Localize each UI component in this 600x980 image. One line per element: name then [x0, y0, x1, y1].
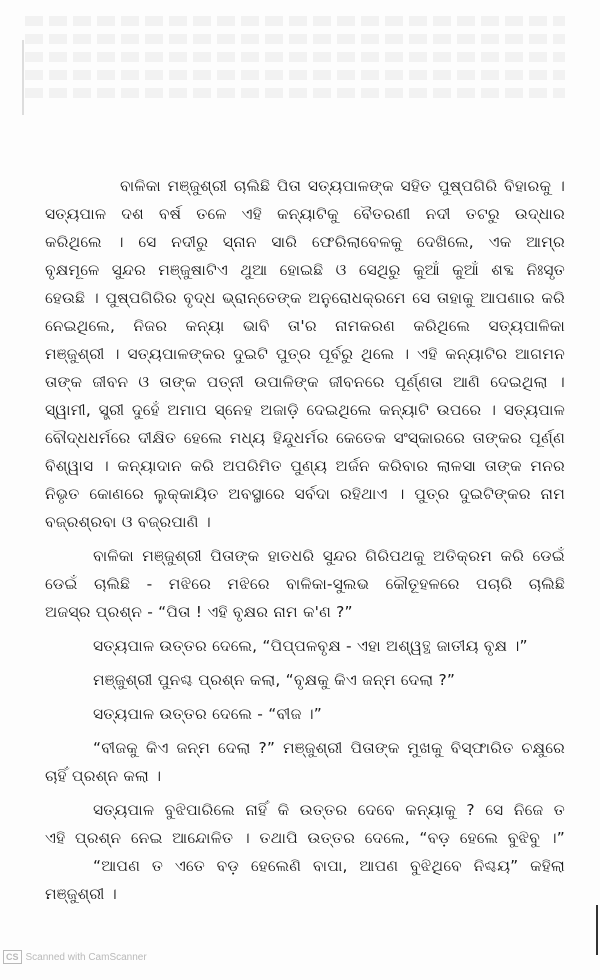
- text-line: ମଞ୍ଜୁଶ୍ରୀ ।: [45, 885, 117, 903]
- page-edge-mark: [596, 905, 598, 955]
- text-line: ହେଉଛି । ପୁଷ୍ପଗିରିର ବୃଦ୍ଧ ଭ୍ରାନ୍ତେଙ୍କ ଅନୁରୋଧକ୍ରମେ ସେ ତାହାକୁ ଆପଣାର କରି: [45, 289, 565, 307]
- paragraph-7: [45, 796, 565, 852]
- paragraph-4: [45, 666, 565, 694]
- text-line: ନେଇଥିଲେ, ନିଜର କନ୍ୟା ଭାବି ତା'ର ନାମକରଣ କରିଥିଲେ ସତ୍ୟପାଳିକା: [45, 317, 565, 335]
- paragraph-8: [45, 852, 565, 908]
- document-page: [45, 172, 565, 908]
- text-line: ଅଜସ୍ର ପ୍ରଶ୍ନ - “ପିତା ! ଏହି ବୃକ୍ଷର ନାମ କ'ଣ ?”: [45, 603, 353, 621]
- text-line: ମଞ୍ଜୁଶ୍ରୀ ପୁନଶ୍ଚ ପ୍ରଶ୍ନ କଲା, “ବୃକ୍ଷକୁ କିଏ ଜନ୍ମ ଦେଲା ?”: [93, 671, 456, 689]
- text-line: “ଆପଣ ତ ଏତେ ବଡ଼ ହେଲେଣି ବାପା, ଆପଣ ବୁଝିଥିବେ ନିଶ୍ଚୟ” କହିଲା: [93, 857, 565, 875]
- text-line: ଡେଇଁ ଚାଲିଛି - ମଝିରେ ମଝିରେ ବାଳିକା-ସୁଲଭ କୌତୂହଳରେ ପଚାରି ଚାଲିଛି: [45, 575, 565, 593]
- text-line: ସତ୍ୟପାଳ ଉତ୍ତର ଦେଲେ, “ପିପ୍ପଳବୃକ୍ଷ - ଏହା ଅଶ୍ୱତ୍ଥ ଜାତୀୟ ବୃକ୍ଷ ।”: [93, 637, 528, 655]
- bleed-through-text: [25, 8, 565, 118]
- text-line: ବୌଦ୍ଧଧର୍ମରେ ଦୀକ୍ଷିତ ହେଲେ ମଧ୍ୟ ହିନ୍ଦୁଧର୍ମର କେତେକ ସଂସ୍କାରରେ ତାଙ୍କର ପୂର୍ଣ୍ଣ: [45, 429, 565, 447]
- text-line: କରିଥିଲେ । ସେ ନଦୀରୁ ସ୍ନାନ ସାରି ଫେରିଲାବେଳକୁ ଦେଖିଲେ, ଏକ ଆମ୍ର: [45, 233, 565, 251]
- camscanner-logo-icon: CS: [3, 950, 22, 964]
- paragraph-3: [45, 632, 565, 660]
- text-line: ବାଳିକା ମଞ୍ଜୁଶ୍ରୀ ପିତାଙ୍କ ହାତଧରି ସୁନ୍ଦର ଗିରିପଥକୁ ଅତିକ୍ରମ କରି ଡେଇଁ: [93, 547, 565, 565]
- text-line: ବଜ୍ରଶ୍ରବା ଓ ବଜ୍ରପାଣି ।: [45, 513, 211, 531]
- text-line: ଚାହିଁ ପ୍ରଶ୍ନ କଲା ।: [45, 767, 162, 785]
- text-line: ତାଙ୍କ ଜୀବନ ଓ ତାଙ୍କ ପତ୍ନୀ ଉପାଳିଙ୍କ ଜୀବନରେ ପୂର୍ଣ୍ଣତା ଆଣି ଦେଇଥିଲା ।: [45, 373, 565, 391]
- text-line: ସତ୍ୟପାଳ ବୁଝିପାରିଲେ ନାହିଁ କି ଉତ୍ତର ଦେବେ କନ୍ୟାକୁ ? ସେ ନିଜେ ତ: [93, 801, 565, 819]
- text-line: ବିଶ୍ୱାସ । କନ୍ୟାଦାନ କରି ଅପରିମିତ ପୁଣ୍ୟ ଅର୍ଜନ କରିବାର ଲାଳସା ତାଙ୍କ ମନର: [45, 457, 565, 475]
- text-line: ସ୍ୱାମୀ, ସ୍ତ୍ରୀ ଦୁହେଁ ଅମାପ ସ୍ନେହ ଅଜାଡ଼ି ଦେଇଥିଲେ କନ୍ୟାଟି ଉପରେ । ସତ୍ୟପାଳ: [45, 401, 565, 419]
- text-line: “ବୀଜକୁ କିଏ ଜନ୍ମ ଦେଲା ?” ମଞ୍ଜୁଶ୍ରୀ ପିତାଙ୍କ ମୁଖକୁ ବିସ୍ଫାରିତ ଚକ୍ଷୁରେ: [93, 739, 565, 757]
- text-line: ମଞ୍ଜୁଶ୍ରୀ । ସତ୍ୟପାଳଙ୍କର ଦୁଇଟି ପୁତ୍ର ପୂର୍ବରୁ ଥିଲେ । ଏହି କନ୍ୟାଟିର ଆଗମନ: [45, 345, 565, 363]
- paragraph-6: [45, 734, 565, 790]
- page-edge-shadow: [22, 40, 24, 115]
- text-line: ନିଭୃତ କୋଣରେ ଲୁକ୍କାୟିତ ଅବସ୍ଥାରେ ସର୍ବଦା ରହିଥାଏ । ପୁତ୍ର ଦୁଇଟିଙ୍କର ନାମ: [45, 485, 565, 503]
- watermark-text: Scanned with CamScanner: [25, 951, 147, 963]
- text-line: ବାଳିକା ମଞ୍ଜୁଶ୍ରୀ ଚାଲିଛି ପିତା ସତ୍ୟପାଳଙ୍କ ସହିତ ପୁଷ୍ପଗିରି ବିହାରକୁ ।: [120, 177, 565, 195]
- camscanner-watermark: [3, 950, 147, 964]
- text-line: ଏହି ପ୍ରଶ୍ନ ନେଇ ଆନ୍ଦୋଳିତ । ତଥାପି ଉତ୍ତର ଦେଲେ, “ବଡ଼ ହେଲେ ବୁଝିବୁ ।”: [45, 829, 565, 847]
- paragraph-2: [45, 542, 565, 626]
- text-line: ସତ୍ୟପାଳ ଉତ୍ତର ଦେଲେ - “ବୀଜ ।”: [93, 705, 323, 723]
- paragraph-5: [45, 700, 565, 728]
- paragraph-1: [45, 172, 565, 536]
- text-line: ବୃକ୍ଷମୂଳେ ସୁନ୍ଦର ମଞ୍ଜୁଷାଟିଏ ଥୁଆ ହୋଇଛି ଓ ସେଥିରୁ କୁଆଁ କୁଆଁ ଶବ୍ଦ ନିଃସୃତ: [45, 261, 565, 279]
- text-line: ସତ୍ୟପାଳ ଦଶ ବର୍ଷ ତଳେ ଏହି କନ୍ୟାଟିକୁ ବୈତରଣୀ ନଦୀ ତଟରୁ ଉଦ୍ଧାର: [45, 205, 565, 223]
